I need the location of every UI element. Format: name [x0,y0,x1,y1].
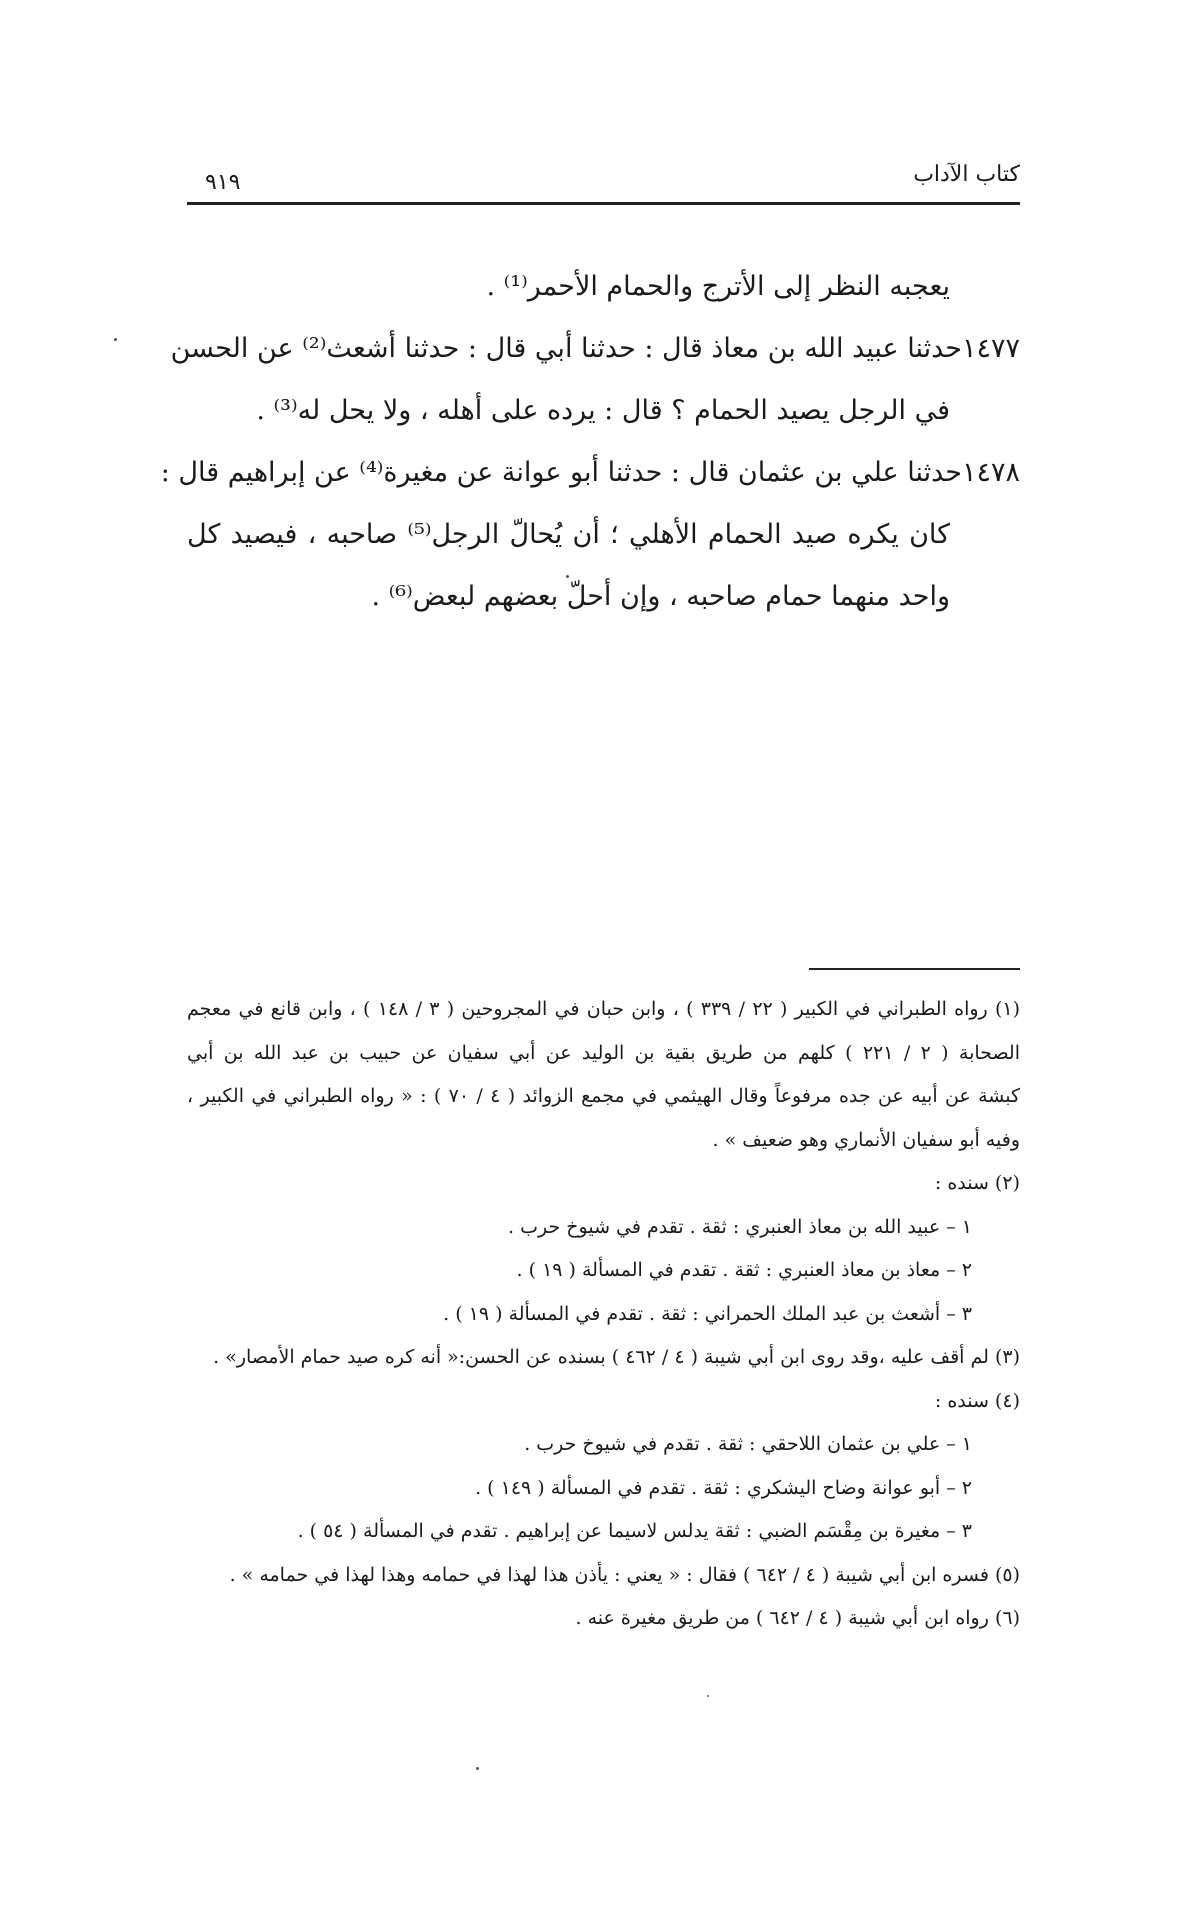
scan-speck [114,338,117,341]
running-header [187,160,1020,205]
footnote-line: (١) رواه الطبراني في الكبير ( ٢٢ / ٣٣٩ ) ، وابن حبان في المجروحين ( ٣ / ١٤٨ ) ، وابن قانع في معجم [187,998,1021,1020]
footnotes [187,988,1020,1641]
footnote-separator [809,968,1020,970]
footnote-line: وفيه أبو سفيان الأنماري وهو ضعيف » . [712,1128,1020,1151]
text-line-content: يعجبه النظر إلى الأترج والحمام الأحمر⁽¹⁾ . [486,271,950,302]
footnote-line: ٢ – أبو عوانة وضاح اليشكري : ثقة . تقدم في المسألة ( ١٤٩ ) . [475,1476,972,1499]
scan-speck [476,1767,479,1770]
footnote-line: (٣) لم أقف عليه ،وقد روى ابن أبي شيبة ( ٤ / ٤٦٢ ) بسنده عن الحسن:« أنه كره صيد حمام الأمصار» . [213,1346,1020,1368]
hadith-entry [160,442,1020,504]
footnote-line: كبشة عن أبيه عن جده مرفوعاً وقال الهيثمي في مجمع الزوائد ( ٤ / ٧٠ ) : « رواه الطبراني في الكبير ، [187,1085,1021,1107]
text-line [187,256,1020,318]
text-line-content: واحد منهما حمام صاحبه ، وإن أحلّ بعضهم لبعض⁽⁶⁾ . [371,581,950,612]
hadith-number: ١٤٧٨ [961,457,1020,488]
footnote-line: ٣ – أشعث بن عبد الملك الحمراني : ثقة . تقدم في المسألة ( ١٩ ) . [443,1302,972,1325]
footnote-line: ٢ – معاذ بن معاذ العنبري : ثقة . تقدم في المسألة ( ١٩ ) . [516,1259,972,1281]
scan-speck [707,1695,709,1697]
footnote-line: الصحابة ( ٢ / ٢٢١ ) كلهم من طريق بقية بن الوليد عن أبي سفيان عن حبيب بن عبد الله بن أبي [187,1041,1020,1064]
footnote-line: (٤) سنده : [934,1389,1020,1412]
text-line-content: حدثنا علي بن عثمان قال : حدثنا أبو عوانة عن مغيرة⁽⁴⁾ عن إبراهيم قال : [160,457,962,488]
text-line [187,566,1020,628]
scan-speck [566,575,569,578]
chapter-title: كتاب الآداب [913,162,1020,187]
footnote-line: ١ – علي بن عثمان اللاحقي : ثقة . تقدم في شيوخ حرب . [524,1433,972,1455]
footnote-line: (٥) فسره ابن أبي شيبة ( ٤ / ٦٤٢ ) فقال : « يعني : يأذن هذا لهذا في حمامه وهذا لهذا في حمامه » . [229,1563,1020,1586]
footnote-line: (٦) رواه ابن أبي شيبة ( ٤ / ٦٤٢ ) من طريق مغيرة عنه . [575,1607,1020,1629]
footnote-line: ٣ – مغيرة بن مِقْسَم الضبي : ثقة يدلس لاسيما عن إبراهيم . تقدم في المسألة ( ٥٤ ) . [297,1520,972,1542]
hadith-number: ١٤٧٧ [961,333,1020,364]
text-line-content: في الرجل يصيد الحمام ؟ قال : يرده على أهله ، ولا يحل له⁽³⁾ . [256,395,950,426]
page-number: ٩١٩ [205,170,241,195]
hadith-entry [170,318,1020,380]
footnote-line: ١ – عبيد الله بن معاذ العنبري : ثقة . تقدم في شيوخ حرب . [508,1215,972,1238]
text-line [187,380,1020,442]
text-line-content: حدثنا عبيد الله بن معاذ قال : حدثنا أبي قال : حدثنا أشعث⁽²⁾ عن الحسن [170,333,962,364]
main-text [160,256,1020,628]
text-line: كان يكره صيد الحمام الأهلي ؛ أن يُحالّ الرجل⁽⁵⁾ صاحبه ، فيصيد كل [187,519,951,550]
footnote-line: (٢) سنده : [934,1172,1020,1194]
